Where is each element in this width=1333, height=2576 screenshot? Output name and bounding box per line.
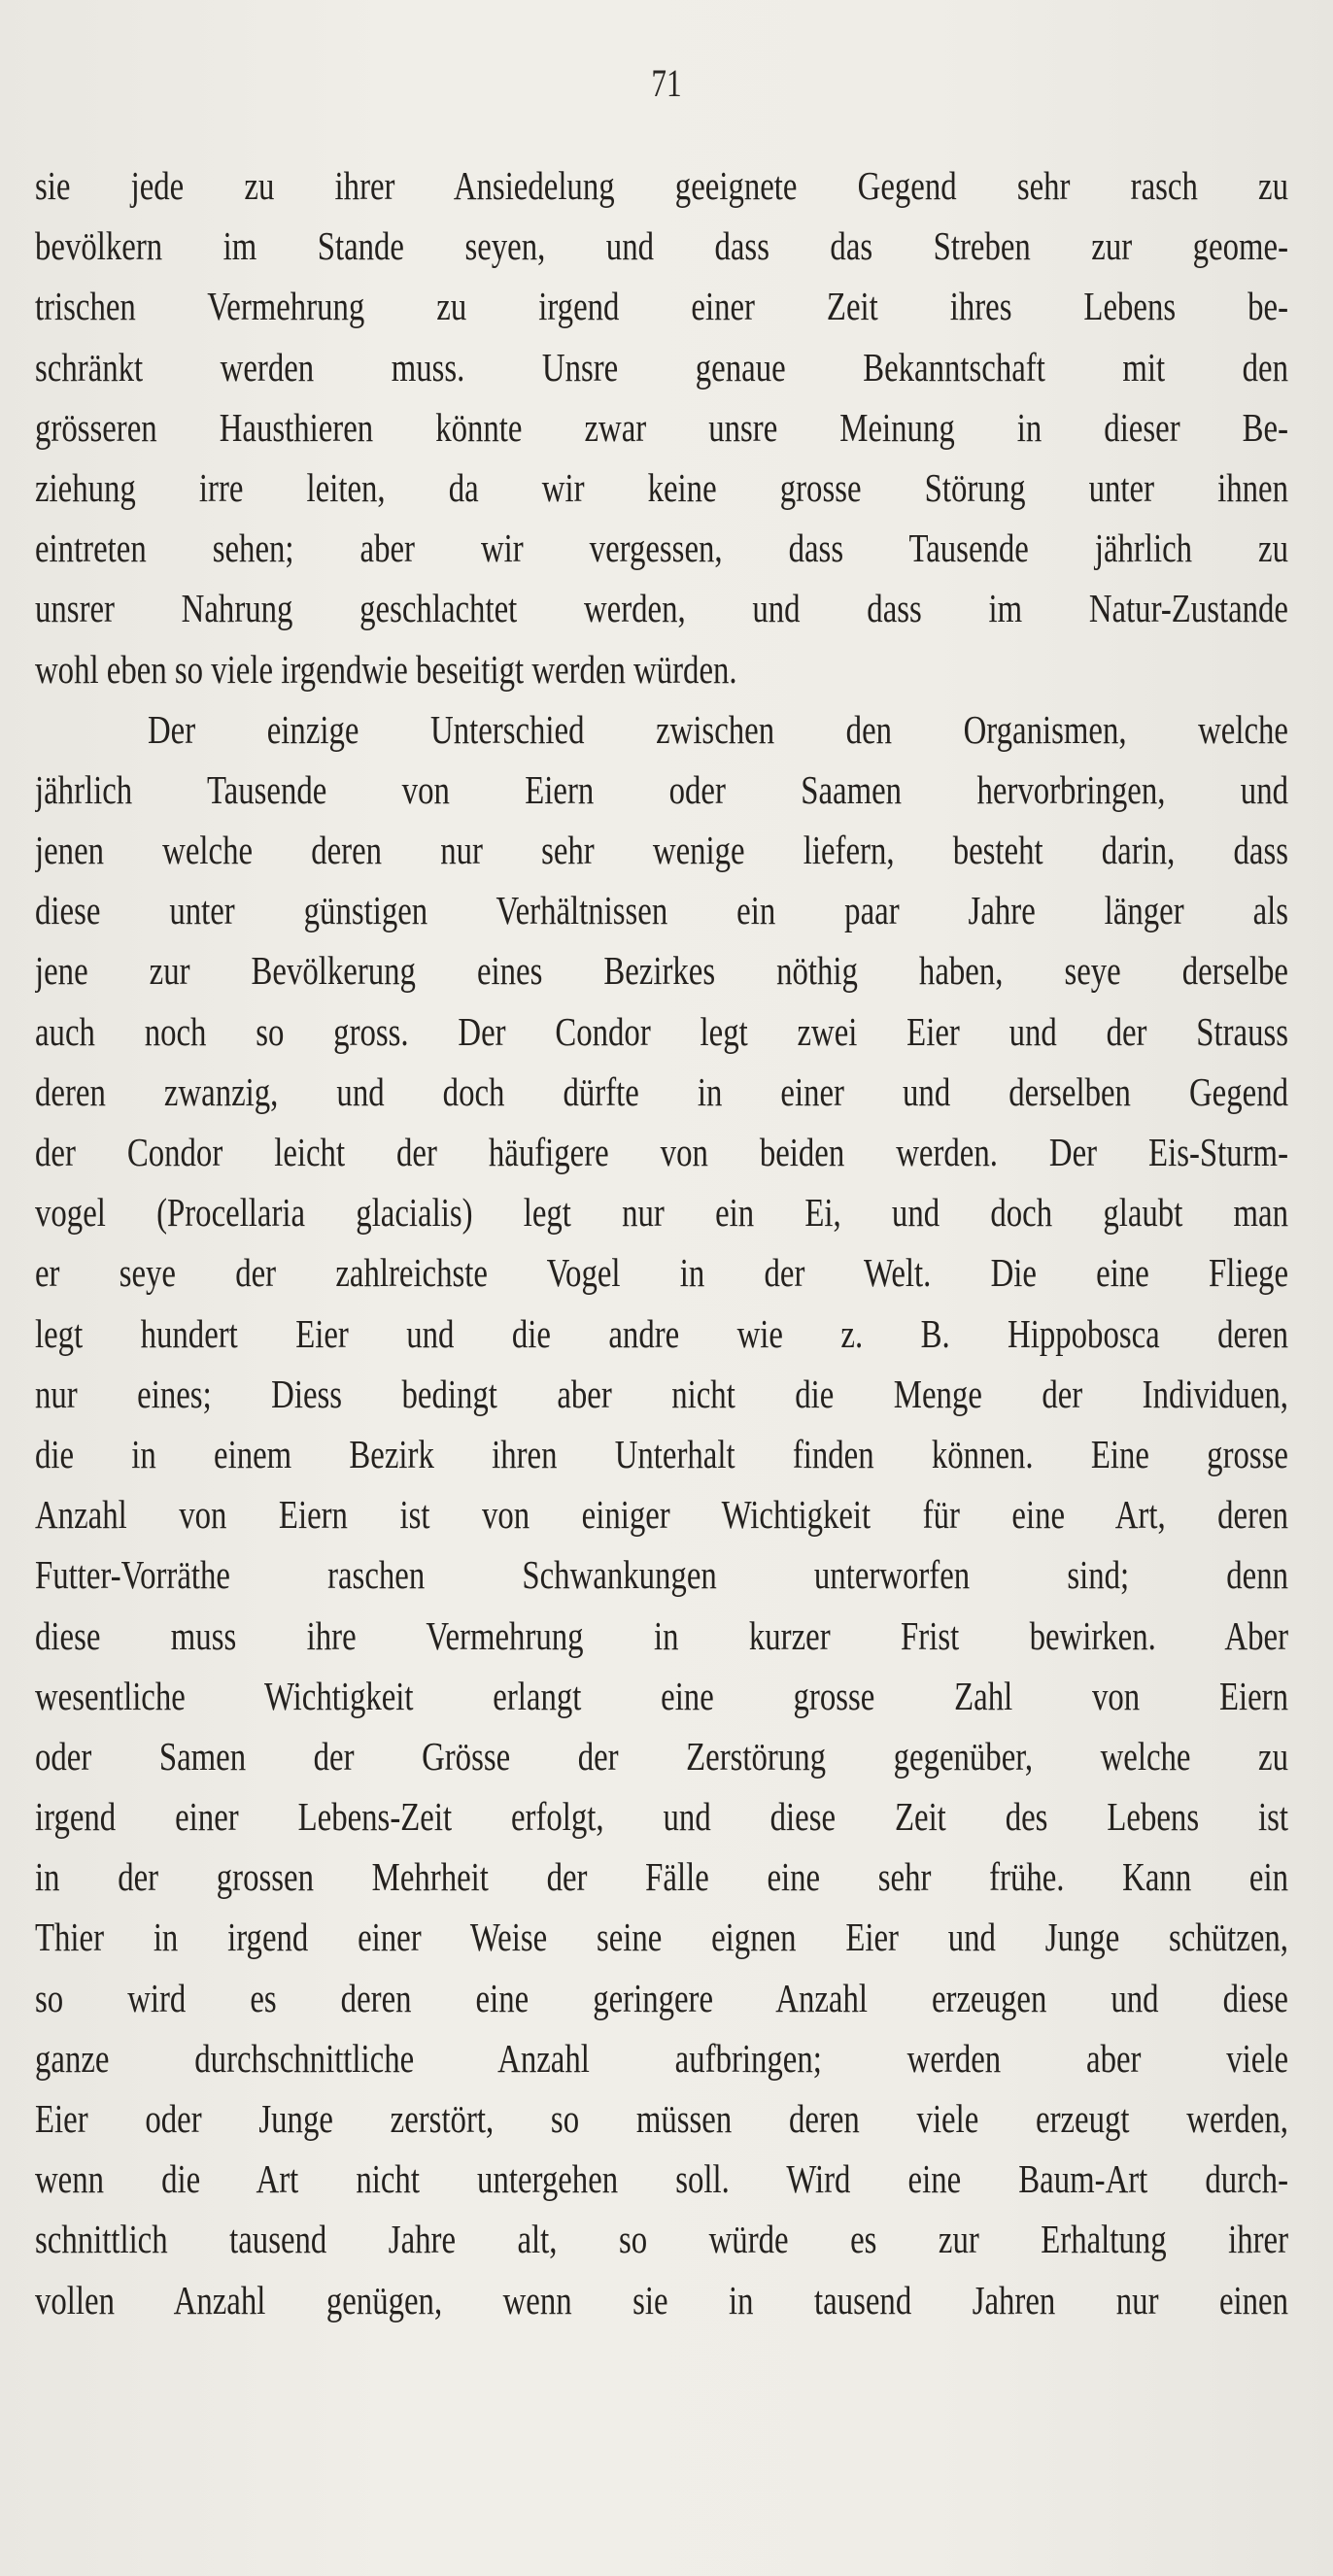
text-line: trischen Vermehrung zu irgend einer Zeit ihres Lebens be- bbox=[35, 284, 1288, 329]
text-line: diese unter günstigen Verhältnissen ein paar Jahre länger als bbox=[35, 888, 1288, 933]
text-line: er seye der zahlreichste Vogel in der Welt. Die eine Fliege bbox=[35, 1250, 1288, 1296]
text-line: Anzahl von Eiern ist von einiger Wichtigkeit für eine Art, deren bbox=[35, 1492, 1288, 1538]
text-line: deren zwanzig, und doch dürfte in einer und derselben Gegend bbox=[35, 1068, 1288, 1114]
text-line: wenn die Art nicht untergehen soll. Wird eine Baum-Art durch- bbox=[35, 2156, 1288, 2202]
text-line: bevölkern im Stande seyen, und dass das Streben zur geome- bbox=[35, 223, 1288, 269]
text-line: Eier oder Junge zerstört, so müssen deren viele erzeugt werden, bbox=[35, 2096, 1288, 2141]
paragraph-start-line: Der einzige Unterschied zwischen den Organismen, welche bbox=[148, 706, 1288, 752]
page-number: 71 bbox=[651, 61, 682, 105]
text-line: die in einem Bezirk ihren Unterhalt finden können. Eine grosse bbox=[35, 1431, 1288, 1476]
text-line: so wird es deren eine geringere Anzahl erzeugen und diese bbox=[35, 1975, 1288, 2020]
text-line: auch noch so gross. Der Condor legt zwei Eier und der Strauss bbox=[35, 1008, 1288, 1054]
text-line: jährlich Tausende von Eiern oder Saamen hervorbringen, und bbox=[35, 766, 1288, 812]
text-line: nur eines; Diess bedingt aber nicht die Menge der Individuen, bbox=[35, 1371, 1288, 1416]
text-line: schnittlich tausend Jahre alt, so würde es zur Erhaltung ihrer bbox=[35, 2217, 1288, 2262]
text-line: wesentliche Wichtigkeit erlangt eine grosse Zahl von Eiern bbox=[35, 1673, 1288, 1718]
text-line: wohl eben so viele irgendwie beseitigt werden würden. bbox=[35, 646, 737, 692]
text-line: Futter-Vorräthe raschen Schwankungen unterworfen sind; denn bbox=[35, 1552, 1288, 1598]
text-line: eintreten sehen; aber wir vergessen, dass Tausende jährlich zu bbox=[35, 525, 1288, 571]
body-text bbox=[35, 155, 1288, 2330]
text-line: jene zur Bevölkerung eines Bezirkes nöthig haben, seye derselbe bbox=[35, 948, 1288, 994]
text-line: Thier in irgend einer Weise seine eignen Eier und Junge schützen, bbox=[35, 1915, 1288, 1960]
text-line: vollen Anzahl genügen, wenn sie in tausend Jahren nur einen bbox=[35, 2277, 1288, 2322]
text-line: jenen welche deren nur sehr wenige liefern, besteht darin, dass bbox=[35, 828, 1288, 873]
text-line: irgend einer Lebens-Zeit erfolgt, und diese Zeit des Lebens ist bbox=[35, 1794, 1288, 1840]
text-line: ganze durchschnittliche Anzahl aufbringen; werden aber viele bbox=[35, 2035, 1288, 2081]
text-line: in der grossen Mehrheit der Fälle eine sehr frühe. Kann ein bbox=[35, 1854, 1288, 1900]
text-line: legt hundert Eier und die andre wie z. B. Hippobosca deren bbox=[35, 1310, 1288, 1356]
text-line: schränkt werden muss. Unsre genaue Bekanntschaft mit den bbox=[35, 344, 1288, 390]
text-line: sie jede zu ihrer Ansiedelung geeignete Gegend sehr rasch zu bbox=[35, 163, 1288, 208]
text-line: ziehung irre leiten, da wir keine grosse Störung unter ihnen bbox=[35, 464, 1288, 510]
text-line: diese muss ihre Vermehrung in kurzer Frist bewirken. Aber bbox=[35, 1612, 1288, 1658]
text-line: unsrer Nahrung geschlachtet werden, und dass im Natur-Zustande bbox=[35, 586, 1288, 631]
text-line: vogel (Procellaria glacialis) legt nur ein Ei, und doch glaubt man bbox=[35, 1190, 1288, 1236]
text-line: der Condor leicht der häufigere von beiden werden. Der Eis-Sturm- bbox=[35, 1130, 1288, 1174]
text-line: oder Samen der Grösse der Zerstörung gegenüber, welche zu bbox=[35, 1733, 1288, 1779]
text-line: grösseren Hausthieren könnte zwar unsre Meinung in dieser Be- bbox=[35, 404, 1288, 450]
